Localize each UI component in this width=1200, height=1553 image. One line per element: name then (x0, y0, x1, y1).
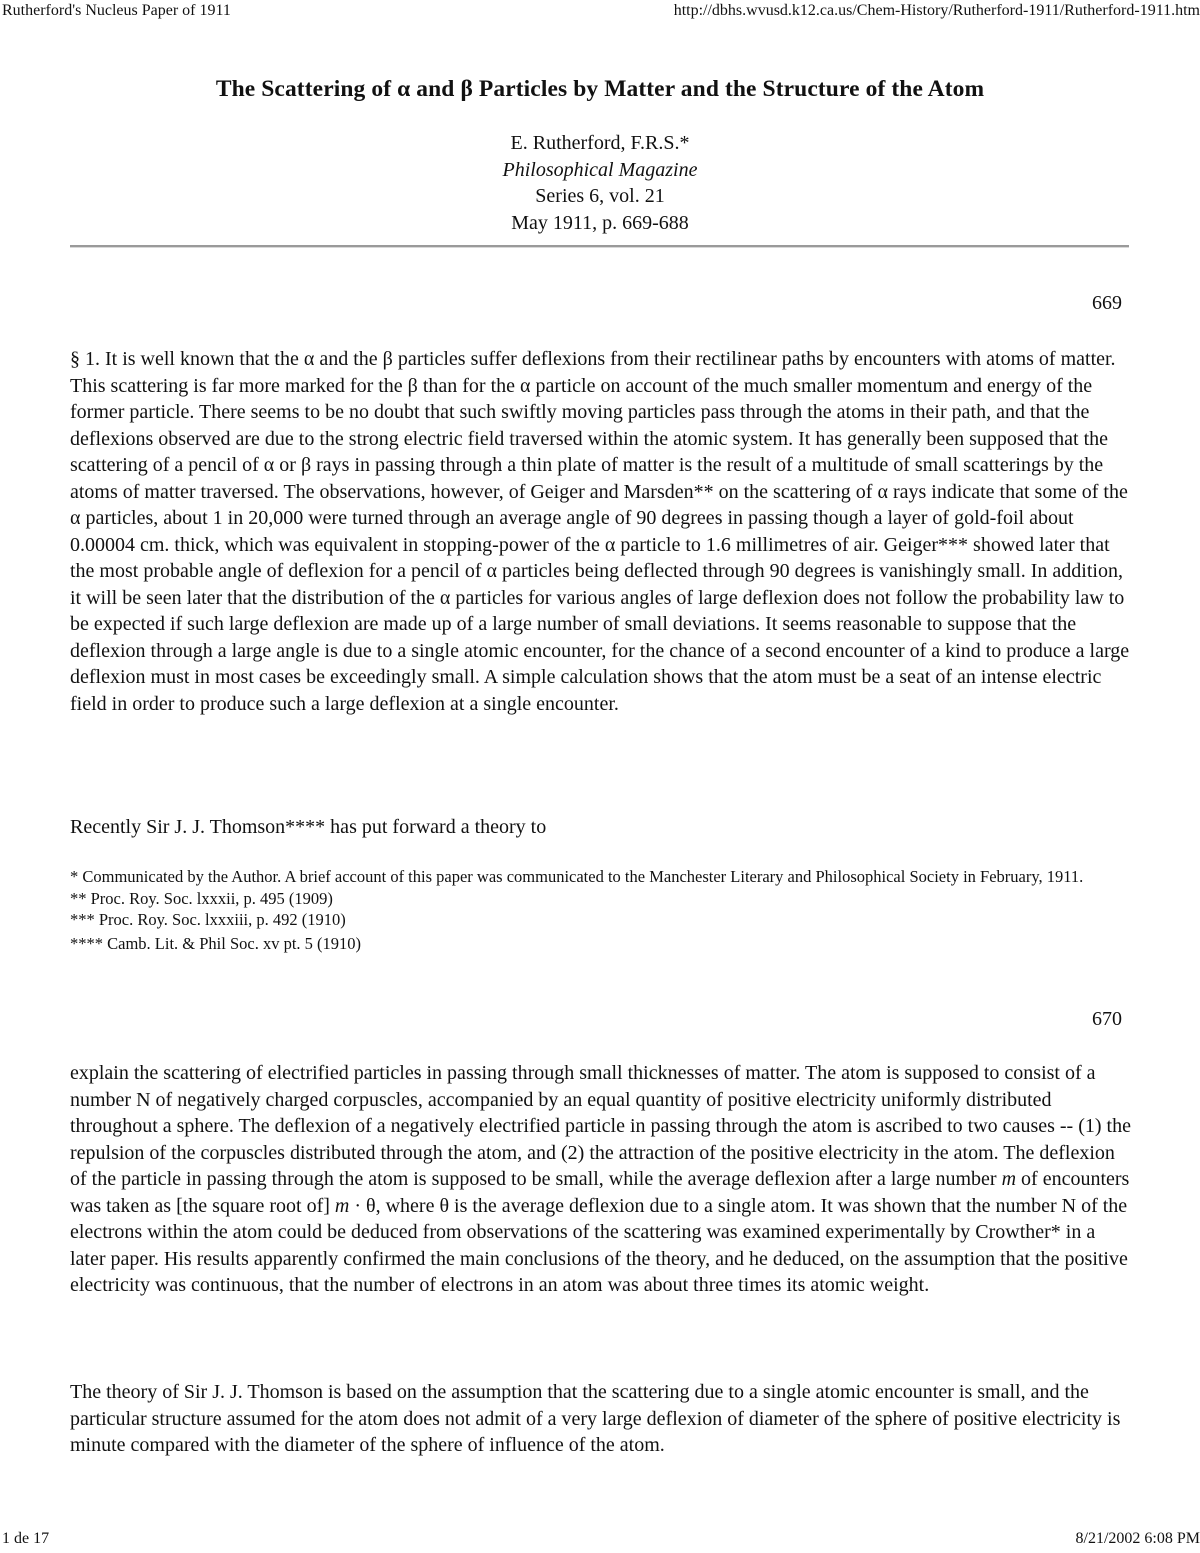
journal-series: Series 6, vol. 21 (535, 185, 665, 207)
footnote-2: ** Proc. Roy. Soc. lxxxii, p. 495 (1909) (70, 888, 333, 908)
horizontal-divider (70, 245, 1129, 248)
journal-name: Philosophical Magazine (502, 158, 698, 181)
article-title: The Scattering of α and β Particles by Matter and the Structure of the Atom (215, 76, 985, 102)
author: E. Rutherford, F.R.S.* (510, 132, 690, 154)
page-number-669: 669 (1092, 292, 1122, 314)
page-number-670: 670 (1092, 1008, 1122, 1030)
footnote-3: *** Proc. Roy. Soc. lxxxiii, p. 492 (1910) (70, 910, 346, 929)
print-header (0, 2, 1200, 22)
publication-date: May 1911, p. 669-688 (511, 211, 689, 234)
paragraph-4: The theory of Sir J. J. Thomson is based on the assumption that the scattering due to a single atomic encounter is small, and the particular structure assumed for the atom does not admit of a very large deflexion of diameter of the sphere of positive electricity is minute compared with the diameter of the sphere of influence of the atom. (70, 1381, 1121, 1456)
paragraph-3 (70, 1060, 1132, 1299)
footnote-4: **** Camb. Lit. & Phil Soc. xv pt. 5 (1910) (70, 933, 362, 953)
byline (0, 130, 1200, 236)
footnotes (70, 866, 1132, 954)
paragraph-3-text-a: explain the scattering of electrified particles in passing through small thicknesses of matter. The atom is supposed to consist of a number N of negatively charged corpuscles, accompanied by an equal quantity of positive electricity uniformly distributed throughout a sphere. The deflexion of a negatively electrified particle in passing through the atom is ascribed to two causes -- (1) the repulsion of the corpuscles distributed through the atom, and (2) the attraction of the positive electricity in the atom. The deflexion of the particle in passing through the atom is supposed to be small, while the average deflexion after a large number (70, 1062, 1131, 1190)
print-header-title: Rutherford's Nucleus Paper of 1911 (2, 2, 231, 19)
print-header-url: http://dbhs.wvusd.k12.ca.us/Chem-History/Rutherford-1911/Rutherford-1911.htm (673, 2, 1200, 19)
footnote-1: * Communicated by the Author. A brief account of this paper was communicated to the Manchester Literary and Philosophical Society in February, 1911. (70, 867, 1084, 886)
variable-m: m (1001, 1168, 1017, 1190)
paragraph-1: § 1. It is well known that the α and the β particles suffer deflexions from their rectilinear paths by encounters with atoms of matter. This scattering is far more marked for the β than for the α particle on account of the much smaller momentum and energy of the former particle. There seems to be no doubt that such swiftly moving particles pass through the atoms in their path, and that the deflexions observed are due to the strong electric field traversed within the atomic system. It has generally been supposed that the scattering of a pencil of α or β rays in passing through a thin plate of matter is the result of a multitude of small scatterings by the atoms of matter traversed. The observations, however, of Geiger and Marsden** on the scattering of α rays indicate that some of the α particles, about 1 in 20,000 were turned through an average angle of 90 degrees in passing though a layer of gold-foil about 0.00004 cm. thick, which was equivalent in stopping-power of the α particle to 1.6 millimetres of air. Geiger*** showed later that the most probable angle of deflexion for a pencil of α particles being deflected through 90 degrees is vanishingly small. In addition, it will be seen later that the distribution of the α particles for various angles of large deflexion does not follow the probability law to be expected if such large deflexion are made up of a large number of small deviations. It seems reasonable to suppose that the deflexion through a large angle is due to a single atomic encounter, for the chance of a second encounter of a kind to produce a large deflexion must in most cases be exceedingly small. A simple calculation shows that the atom must be a seat of an intense electric field in order to produce such a large deflexion at a single encounter. (70, 348, 1130, 715)
page-count: 1 de 17 (2, 1530, 50, 1547)
paragraph-3-text-c: · θ, where θ is the average deflexion due to a single atom. It was shown that the number N of the electrons within the atom could be deduced from observations of the scattering was examined experimentally by Crowther* in a later paper. His results apparently confirmed the main conclusions of the theory, and he deduced, on the assumption that the positive electricity was continuous, that the number of electrons in an atom was about three times its atomic weight. (70, 1194, 1128, 1296)
paragraph-3-text-b: of encounters was taken as [the square root of] (70, 1168, 1130, 1217)
variable-m: m (334, 1194, 350, 1217)
print-footer (0, 1530, 1200, 1550)
print-timestamp: 8/21/2002 6:08 PM (1075, 1530, 1200, 1547)
paragraph-2: Recently Sir J. J. Thomson**** has put forward a theory to (70, 816, 547, 838)
